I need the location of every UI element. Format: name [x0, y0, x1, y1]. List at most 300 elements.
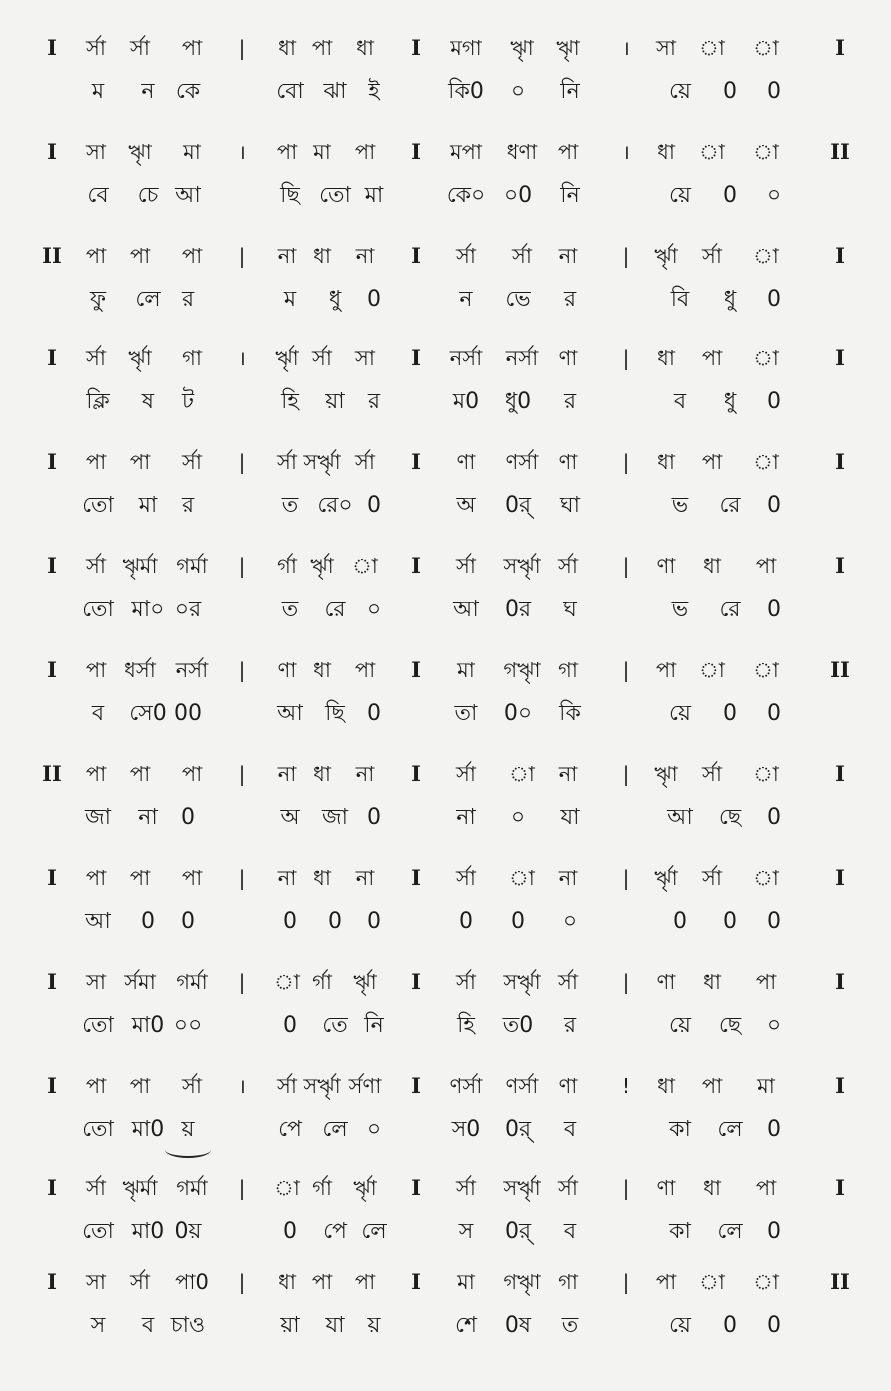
swara-note: পা [557, 140, 579, 164]
bar-line: I [47, 1175, 57, 1200]
swara-note: া [699, 658, 725, 682]
bar-line: I [47, 139, 57, 164]
lyric-syllable: ত [281, 597, 299, 622]
notation-row [0, 942, 891, 1042]
swara-note: মা [457, 658, 475, 682]
lyric-syllable: আ [277, 701, 303, 726]
lyric-syllable: তো [82, 493, 114, 518]
bar-line: I [411, 657, 421, 682]
swara-note: পা [655, 658, 677, 682]
lyric-syllable: র [181, 493, 195, 518]
notation-row [0, 1046, 891, 1146]
swara-note: ধা [703, 554, 721, 578]
swara-note: না [355, 762, 375, 786]
notation-row [0, 8, 891, 108]
lyric-syllable: যা [560, 805, 580, 830]
swara-note: র্ৠা [353, 970, 377, 994]
lyric-syllable: র [181, 287, 195, 312]
lyric-syllable: ব [91, 701, 105, 726]
lyric-syllable: বি [670, 287, 690, 312]
lyric-syllable: ট [182, 389, 194, 414]
swara-line [0, 546, 891, 586]
swara-note: ধা [657, 140, 675, 164]
lyric-syllable: 0 [367, 805, 381, 830]
swara-note: ৠা [128, 140, 152, 164]
swara-note: ৠা [654, 762, 678, 786]
lyric-syllable: ন [141, 79, 155, 104]
bar-line: | [622, 970, 630, 994]
lyric-line [0, 590, 891, 630]
lyric-syllable: য়া [325, 389, 345, 414]
bar-line: | [238, 450, 246, 474]
lyric-syllable: ক্লি [86, 389, 110, 414]
lyric-syllable: ০ [562, 909, 578, 934]
swara-note: ণা [558, 346, 578, 370]
lyric-syllable: 0 [767, 1219, 781, 1244]
swara-note: ৠর্মা [122, 1176, 158, 1200]
lyric-syllable: ছে [718, 805, 742, 830]
swara-note: না [558, 244, 578, 268]
swara-note: পা [701, 346, 723, 370]
swara-note: া [753, 866, 779, 890]
lyric-syllable: কি0 [448, 79, 484, 104]
lyric-syllable: শে [455, 1313, 477, 1338]
swara-note: র্সা [558, 554, 578, 578]
lyric-syllable: অ [456, 493, 476, 518]
swara-note: পা [655, 1270, 677, 1294]
bar-line: I [47, 865, 57, 890]
swara-note: ধণা [506, 140, 538, 164]
lyric-syllable: 0র্ [504, 1117, 532, 1142]
swara-note: র্সা [277, 450, 297, 474]
lyric-syllable: য়া [280, 1313, 300, 1338]
bar-line: | [622, 244, 630, 268]
bar-line: I [411, 761, 421, 786]
lyric-syllable: স0 [451, 1117, 481, 1142]
swara-note: পা [354, 140, 376, 164]
lyric-syllable: ন [459, 287, 473, 312]
lyric-syllable: মা০ [131, 597, 165, 622]
swara-note: র্সা [456, 244, 476, 268]
lyric-syllable: ভ [671, 493, 689, 518]
bar-line: I [835, 1073, 845, 1098]
swara-note: পা [311, 36, 333, 60]
bar-line: | [622, 866, 630, 890]
bar-line: । [238, 1074, 246, 1098]
lyric-syllable: পে [323, 1219, 347, 1244]
notation-row [0, 318, 891, 418]
lyric-syllable: 0 [367, 493, 381, 518]
swara-note: পা [755, 970, 777, 994]
lyric-syllable: 0 [723, 909, 737, 934]
notation-row [0, 112, 891, 212]
swara-note: পা [181, 762, 203, 786]
lyric-syllable: ধু [328, 287, 342, 312]
lyric-syllable: তে [322, 1013, 348, 1038]
lyric-syllable: তো [82, 1219, 114, 1244]
lyric-syllable: তো [82, 597, 114, 622]
lyric-syllable: ভ [671, 597, 689, 622]
swara-note: ণা [656, 554, 676, 578]
lyric-syllable: ব [673, 389, 687, 414]
lyric-line [0, 176, 891, 216]
bar-line: | [622, 1270, 630, 1294]
swara-note: পা [181, 36, 203, 60]
lyric-syllable: 0 [283, 909, 297, 934]
swara-note: র্গা [312, 1176, 332, 1200]
lyric-syllable: 0 [723, 1313, 737, 1338]
swara-note: পা [129, 762, 151, 786]
swara-note: পা [129, 866, 151, 890]
swara-note: া [274, 970, 300, 994]
swara-note: র্গা [277, 554, 297, 578]
bar-line: I [47, 35, 57, 60]
swara-note: না [277, 762, 297, 786]
swara-note: র্সা [86, 554, 106, 578]
swara-note: র্সা [86, 36, 106, 60]
swara-note: ণা [558, 450, 578, 474]
swara-note: া [274, 1176, 300, 1200]
lyric-syllable: তো [82, 1117, 114, 1142]
swara-note: র্সা [130, 1270, 150, 1294]
notation-row [0, 630, 891, 730]
swara-note: ধা [657, 346, 675, 370]
lyric-syllable: অ [280, 805, 300, 830]
swara-note: র্ৠা [654, 244, 678, 268]
swara-line [0, 338, 891, 378]
lyric-syllable: লে [717, 1219, 743, 1244]
lyric-syllable: ঝা [323, 79, 347, 104]
bar-line: । [622, 36, 630, 60]
bar-line: I [835, 553, 845, 578]
swara-note: র্সা [558, 970, 578, 994]
lyric-syllable: স [458, 1219, 474, 1244]
lyric-syllable: 0 [767, 79, 781, 104]
lyric-syllable: লে [361, 1219, 387, 1244]
lyric-syllable: না [138, 805, 158, 830]
lyric-syllable: ত [281, 493, 299, 518]
lyric-syllable: 00 [174, 701, 202, 726]
lyric-syllable: 0 [767, 389, 781, 414]
bar-line: | [238, 762, 246, 786]
bar-line: ! [621, 1074, 631, 1098]
notation-row [0, 1242, 891, 1342]
lyric-syllable: মা0 [131, 1013, 165, 1038]
swara-note: গা [558, 658, 578, 682]
swara-note: মা [757, 1074, 775, 1098]
bar-line: | [622, 346, 630, 370]
swara-note: া [699, 140, 725, 164]
swara-note: ধা [703, 1176, 721, 1200]
swara-note: র্সা [456, 970, 476, 994]
bar-line: I [411, 553, 421, 578]
swara-note: ণা [656, 1176, 676, 1200]
lyric-syllable: 0 [367, 701, 381, 726]
swara-note: ৠর্মা [122, 554, 158, 578]
swara-line [0, 1262, 891, 1302]
lyric-syllable: বে [87, 183, 109, 208]
swara-note: ধা [657, 450, 675, 474]
lyric-line [0, 798, 891, 838]
lyric-syllable: তা [454, 701, 478, 726]
bar-line: । [238, 140, 246, 164]
swara-note: পা [276, 140, 298, 164]
lyric-syllable: য়ে [669, 1313, 691, 1338]
swara-note: পা [129, 1074, 151, 1098]
swara-note: না [277, 244, 297, 268]
swara-note: গর্মা [176, 970, 208, 994]
lyric-syllable: ০ [366, 597, 382, 622]
bar-line: | [238, 658, 246, 682]
bar-line: I [835, 761, 845, 786]
lyric-syllable: ঘা [560, 493, 580, 518]
lyric-syllable: পে [278, 1117, 302, 1142]
bar-line: I [47, 345, 57, 370]
swara-note: পা [701, 450, 723, 474]
swara-note: া [753, 450, 779, 474]
swara-line [0, 1168, 891, 1208]
swara-note: না [355, 866, 375, 890]
swara-note: ধা [356, 36, 374, 60]
swara-note: গৠা [503, 1270, 541, 1294]
lyric-syllable: ষ [141, 389, 155, 414]
lyric-syllable: ই [368, 79, 380, 104]
swara-note: র্সা [456, 1176, 476, 1200]
bar-line: | [622, 1176, 630, 1200]
lyric-syllable: 0 [767, 597, 781, 622]
swara-line [0, 1066, 891, 1106]
swara-note: পা [129, 244, 151, 268]
lyric-syllable: হি [457, 1013, 475, 1038]
swara-note: া [352, 554, 378, 578]
lyric-syllable: ০ [510, 805, 526, 830]
lyric-line [0, 1306, 891, 1346]
lyric-syllable: 0 [283, 1219, 297, 1244]
swara-note: র্সা [702, 244, 722, 268]
lyric-syllable: আ [85, 909, 111, 934]
swara-note: ধা [278, 36, 296, 60]
swara-note: পা [129, 450, 151, 474]
swara-note: গা [182, 346, 202, 370]
lyric-syllable: 0 [723, 701, 737, 726]
swara-note: ধা [657, 1074, 675, 1098]
swara-note: সর্ৠা [303, 450, 341, 474]
lyric-syllable: 0 [723, 183, 737, 208]
lyric-syllable: আ [175, 183, 201, 208]
lyric-syllable: ধু [723, 389, 737, 414]
lyric-syllable: য়ে [669, 79, 691, 104]
swara-note: া [753, 36, 779, 60]
lyric-syllable: 0 [511, 909, 525, 934]
swara-note: পা [701, 1074, 723, 1098]
lyric-syllable: যা [325, 1313, 345, 1338]
bar-line: | [622, 658, 630, 682]
swara-note: ণা [656, 970, 676, 994]
bar-line: I [411, 449, 421, 474]
lyric-syllable: য় [367, 1313, 381, 1338]
bar-line: | [238, 554, 246, 578]
swara-note: পা [181, 866, 203, 890]
lyric-syllable: য় [181, 1117, 195, 1142]
lyric-syllable: ত0 [502, 1013, 534, 1038]
swara-note: র্গা [312, 970, 332, 994]
swara-note: া [753, 346, 779, 370]
lyric-syllable: 0র্ [504, 1219, 532, 1244]
lyric-syllable: 0 [767, 1117, 781, 1142]
swara-note: র্সা [182, 450, 202, 474]
bar-line: I [411, 865, 421, 890]
swara-note: র্ৠা [353, 1176, 377, 1200]
lyric-syllable: আ [667, 805, 693, 830]
lyric-line [0, 1110, 891, 1150]
swara-note: না [355, 244, 375, 268]
bar-line: I [47, 1269, 57, 1294]
lyric-syllable: রে [719, 597, 741, 622]
lyric-syllable: 0 [328, 909, 342, 934]
swara-note: সর্ৠা [503, 554, 541, 578]
swara-note: মগা [450, 36, 482, 60]
swara-note: র্সা [86, 1176, 106, 1200]
lyric-syllable: 0 [141, 909, 155, 934]
swara-note: া [753, 244, 779, 268]
lyric-syllable: ম [283, 287, 297, 312]
lyric-syllable: তো [319, 183, 351, 208]
swara-note: র্সা [456, 554, 476, 578]
swara-note: পা [85, 762, 107, 786]
lyric-syllable: য়ে [669, 183, 691, 208]
swara-note: র্সা [512, 244, 532, 268]
swara-line [0, 754, 891, 794]
bar-line: I [835, 243, 845, 268]
lyric-syllable: মা [138, 493, 158, 518]
lyric-syllable: তো [82, 1013, 114, 1038]
bar-line: । [238, 346, 246, 370]
lyric-syllable: 0০ [503, 701, 533, 726]
swara-note: া [699, 1270, 725, 1294]
lyric-syllable: র [563, 287, 577, 312]
lyric-syllable: 0র [504, 597, 532, 622]
lyric-syllable: কে০ [446, 183, 486, 208]
lyric-syllable: স [90, 1313, 106, 1338]
swara-note: র্সা [86, 346, 106, 370]
swara-note: ণা [558, 1074, 578, 1098]
swara-note: সা [355, 346, 375, 370]
lyric-syllable: 0 [723, 79, 737, 104]
lyric-syllable: আ [453, 597, 479, 622]
lyric-syllable: ছি [280, 183, 300, 208]
bar-line: I [411, 139, 421, 164]
swara-note: া [509, 866, 535, 890]
swara-note: পা [85, 450, 107, 474]
notation-row [0, 422, 891, 522]
lyric-syllable: 0 [767, 1313, 781, 1338]
bar-line: II [830, 139, 850, 164]
swara-note: র্সা [702, 762, 722, 786]
lyric-syllable: ছি [325, 701, 345, 726]
lyric-syllable: রে [324, 597, 346, 622]
lyric-syllable: কে [175, 79, 201, 104]
bar-line: I [835, 1175, 845, 1200]
swara-note: র্সা [456, 762, 476, 786]
lyric-syllable: ব [563, 1117, 577, 1142]
swara-note: মপা [449, 140, 483, 164]
lyric-syllable: নি [364, 1013, 384, 1038]
bar-line: I [835, 35, 845, 60]
swara-note: না [277, 866, 297, 890]
bar-line: I [411, 35, 421, 60]
swara-note: না [558, 762, 578, 786]
lyric-syllable: র [367, 389, 381, 414]
lyric-line [0, 280, 891, 320]
swara-note: ধা [313, 866, 331, 890]
bar-line: II [42, 761, 62, 786]
bar-line: I [47, 657, 57, 682]
lyric-syllable: 0র্ [504, 493, 532, 518]
swara-note: ধর্সা [124, 658, 156, 682]
lyric-syllable: লে [322, 1117, 348, 1142]
bar-line: I [411, 345, 421, 370]
swara-note: নর্সা [505, 346, 539, 370]
swara-note: সর্ৠা [303, 1074, 341, 1098]
lyric-syllable: ফু [89, 287, 107, 312]
lyric-syllable: ০ [766, 183, 782, 208]
swara-note: পা0 [175, 1270, 209, 1294]
lyric-syllable: 0 [181, 805, 195, 830]
lyric-syllable: 0 [283, 1013, 297, 1038]
lyric-syllable: 0 [767, 287, 781, 312]
lyric-syllable: ধু0 [504, 389, 532, 414]
bar-line: II [830, 1269, 850, 1294]
lyric-syllable: ০ [510, 79, 526, 104]
swara-note: া [509, 762, 535, 786]
bar-line: | [238, 1176, 246, 1200]
swara-line [0, 236, 891, 276]
swara-note: র্সা [355, 450, 375, 474]
lyric-syllable: ভে [505, 287, 531, 312]
swara-line [0, 858, 891, 898]
swara-note: পা [85, 658, 107, 682]
bar-line: II [830, 657, 850, 682]
swara-note: ণর্সা [505, 450, 539, 474]
lyric-syllable: 0 [767, 805, 781, 830]
lyric-line [0, 1006, 891, 1046]
lyric-syllable: 0 [181, 909, 195, 934]
swara-note: নর্সা [449, 346, 483, 370]
lyric-syllable: 0 [673, 909, 687, 934]
swara-note: র্সা [558, 1176, 578, 1200]
bar-line: I [835, 865, 845, 890]
lyric-syllable: মা0 [131, 1117, 165, 1142]
swara-note: গর্মা [176, 1176, 208, 1200]
lyric-syllable: য়ে [669, 701, 691, 726]
swara-note: র্ৠা [275, 346, 299, 370]
lyric-syllable: কি [559, 701, 581, 726]
swara-note: সা [656, 36, 676, 60]
lyric-syllable: ০০ [173, 1013, 203, 1038]
swara-note: ধা [278, 1270, 296, 1294]
swara-note: পা [354, 1270, 376, 1294]
bar-line: | [238, 866, 246, 890]
swara-note: সা [86, 140, 106, 164]
swara-note: পা [354, 658, 376, 682]
lyric-syllable: র [563, 1013, 577, 1038]
lyric-syllable: ধু [723, 287, 737, 312]
lyric-syllable: রে [719, 493, 741, 518]
swara-note: পা [85, 866, 107, 890]
lyric-syllable: 0ষ [504, 1313, 532, 1338]
lyric-syllable: না [456, 805, 476, 830]
notation-row [0, 216, 891, 316]
